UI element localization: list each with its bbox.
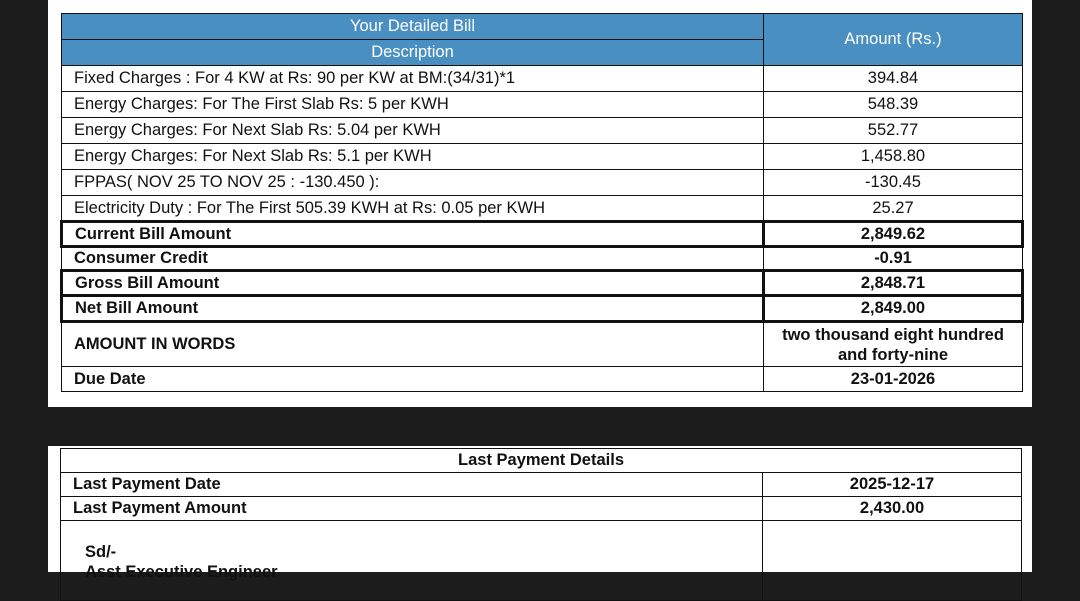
due-date-label: Due Date bbox=[62, 367, 764, 392]
line-item-description: Energy Charges: For The First Slab Rs: 5 per KWH bbox=[62, 92, 764, 118]
detailed-bill-panel bbox=[48, 0, 1032, 407]
line-item-description: Fixed Charges : For 4 KW at Rs: 90 per KW at BM:(34/31)*1 bbox=[62, 66, 764, 92]
line-item-amount: 394.84 bbox=[764, 66, 1023, 92]
net-bill-row bbox=[62, 296, 1023, 322]
current-bill-label: Current Bill Amount bbox=[62, 222, 764, 247]
signature-designation: Asst Executive Engineer bbox=[85, 563, 278, 581]
table-row bbox=[62, 170, 1023, 196]
amount-in-words-label: AMOUNT IN WORDS bbox=[62, 322, 764, 367]
due-date-value: 23-01-2026 bbox=[764, 367, 1023, 392]
amount-in-words-value: two thousand eight hundred and forty-nine bbox=[764, 322, 1023, 367]
amount-in-words-row bbox=[62, 322, 1023, 367]
line-item-amount: 552.77 bbox=[764, 118, 1023, 144]
signature-sd: Sd/- bbox=[85, 543, 117, 561]
table-row bbox=[61, 473, 1022, 497]
table-row bbox=[62, 196, 1023, 222]
consumer-credit-label: Consumer Credit bbox=[62, 247, 764, 271]
last-payment-table bbox=[60, 448, 1022, 601]
last-payment-amount-label: Last Payment Amount bbox=[61, 497, 763, 521]
table-row bbox=[62, 118, 1023, 144]
signature-row bbox=[61, 521, 1022, 601]
table-row bbox=[62, 66, 1023, 92]
net-bill-label: Net Bill Amount bbox=[62, 296, 764, 322]
current-bill-amount: 2,849.62 bbox=[764, 222, 1023, 247]
gross-bill-amount: 2,848.71 bbox=[764, 271, 1023, 296]
last-payment-date-label: Last Payment Date bbox=[61, 473, 763, 497]
consumer-credit-amount: -0.91 bbox=[764, 247, 1023, 271]
line-item-amount: 1,458.80 bbox=[764, 144, 1023, 170]
signature-blank-cell bbox=[763, 521, 1022, 601]
last-payment-title: Last Payment Details bbox=[61, 449, 1022, 473]
last-payment-panel bbox=[48, 446, 1032, 581]
due-date-row bbox=[62, 367, 1023, 392]
last-payment-amount-value: 2,430.00 bbox=[763, 497, 1022, 521]
description-column-header: Description bbox=[62, 40, 764, 66]
table-row bbox=[62, 144, 1023, 170]
table-row bbox=[61, 497, 1022, 521]
consumer-credit-row bbox=[62, 247, 1023, 271]
line-item-description: FPPAS( NOV 25 TO NOV 25 : -130.450 ): bbox=[62, 170, 764, 196]
current-bill-row bbox=[62, 222, 1023, 247]
detailed-bill-table bbox=[60, 13, 1024, 392]
signature-cell bbox=[61, 521, 763, 601]
line-item-amount: 548.39 bbox=[764, 92, 1023, 118]
line-item-amount: 25.27 bbox=[764, 196, 1023, 222]
line-item-description: Energy Charges: For Next Slab Rs: 5.04 per KWH bbox=[62, 118, 764, 144]
gross-bill-row bbox=[62, 271, 1023, 296]
line-item-amount: -130.45 bbox=[764, 170, 1023, 196]
line-item-description: Energy Charges: For Next Slab Rs: 5.1 per KWH bbox=[62, 144, 764, 170]
bill-title: Your Detailed Bill bbox=[62, 14, 764, 40]
net-bill-amount: 2,849.00 bbox=[764, 296, 1023, 322]
table-row bbox=[62, 92, 1023, 118]
gross-bill-label: Gross Bill Amount bbox=[62, 271, 764, 296]
last-payment-date-value: 2025-12-17 bbox=[763, 473, 1022, 497]
amount-column-header: Amount (Rs.) bbox=[764, 14, 1023, 66]
line-item-description: Electricity Duty : For The First 505.39 KWH at Rs: 0.05 per KWH bbox=[62, 196, 764, 222]
